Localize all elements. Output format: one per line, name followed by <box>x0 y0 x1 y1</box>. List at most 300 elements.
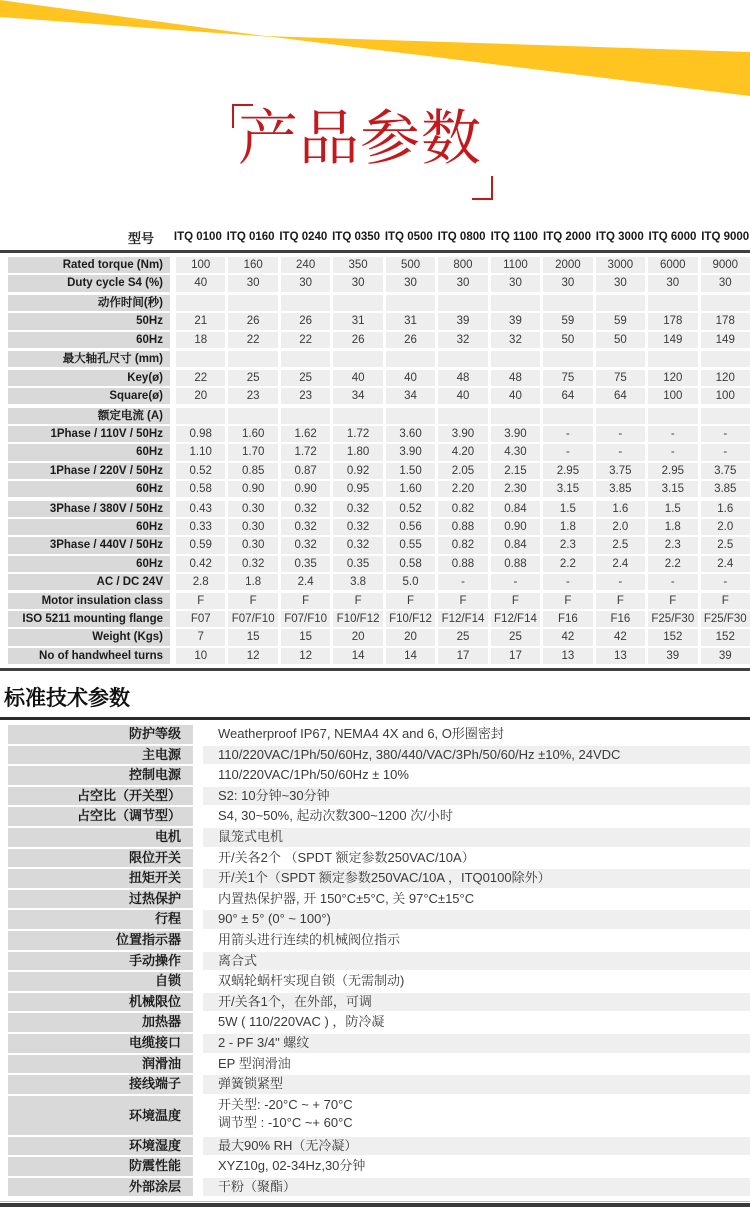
spec-row-label: 3Phase / 440V / 50Hz <box>8 537 170 553</box>
spec-cell: 0.90 <box>228 481 277 497</box>
spec-cell: 2.5 <box>701 537 750 553</box>
spec-cell <box>596 295 645 311</box>
tech-row-label: 外部涂层 <box>8 1178 193 1197</box>
spec-cell: 3.60 <box>386 426 435 442</box>
spec-cell: 31 <box>333 313 382 329</box>
spec-cell: 2.4 <box>701 556 750 572</box>
tech-row-label: 控制电源 <box>8 766 193 785</box>
spec-cell: 1100 <box>491 257 540 273</box>
spec-row-label: Motor insulation class <box>8 593 170 609</box>
spec-cell: - <box>648 574 697 590</box>
spec-cell <box>438 351 487 367</box>
spec-cell: F25/F30 <box>701 611 750 627</box>
model-name: ITQ 0800 <box>437 231 486 243</box>
spec-cell: 21 <box>176 313 225 329</box>
spec-cell: 350 <box>333 257 382 273</box>
spec-cell: 22 <box>228 332 277 348</box>
spec-cell: 1.70 <box>228 444 277 460</box>
spec-cell: - <box>701 574 750 590</box>
tech-row-value-line: 开/关各2个 （SPDT 额定参数250VAC/10A） <box>218 849 475 865</box>
tech-row-label: 主电源 <box>8 746 193 765</box>
spec-cell: 120 <box>701 370 750 386</box>
tech-row-value-line: EP 型润滑油 <box>218 1055 291 1071</box>
spec-cell: - <box>438 574 487 590</box>
spec-cell: 15 <box>281 629 330 645</box>
spec-cell: 0.30 <box>228 537 277 553</box>
table-row <box>8 1075 750 1094</box>
spec-cell <box>176 295 225 311</box>
spec-cell: 1.50 <box>386 463 435 479</box>
table-row <box>8 1055 750 1074</box>
table-row <box>8 869 750 888</box>
table-row <box>8 426 750 442</box>
spec-cell <box>176 351 225 367</box>
tech-row-value-line: XYZ10g, 02-34Hz,30分钟 <box>218 1158 366 1174</box>
spec-cell: 12 <box>281 648 330 664</box>
spec-cell: 2.0 <box>596 519 645 535</box>
spec-cell: 13 <box>596 648 645 664</box>
spec-row-label: AC / DC 24V <box>8 574 170 590</box>
spec-cell: 0.87 <box>281 463 330 479</box>
tech-row-value <box>203 828 750 847</box>
table-row <box>8 766 750 785</box>
tech-row-label: 防护等级 <box>8 725 193 744</box>
tech-row-value <box>203 787 750 806</box>
spec-cell: 1.60 <box>386 481 435 497</box>
spec-cell: F <box>596 593 645 609</box>
tech-row-value-line: 干粉（聚酯） <box>218 1178 297 1194</box>
spec-cell: 0.92 <box>333 463 382 479</box>
spec-cell: 75 <box>596 370 645 386</box>
spec-cell: 2.20 <box>438 481 487 497</box>
table-row <box>8 275 750 291</box>
model-header-row <box>8 228 750 246</box>
spec-cell: 23 <box>281 388 330 404</box>
tech-row-value-line: 弹簧锁紧型 <box>218 1076 284 1092</box>
spec-cell: 39 <box>648 648 697 664</box>
spec-cell: 0.59 <box>176 537 225 553</box>
title-block <box>230 100 495 202</box>
table-row <box>8 849 750 868</box>
spec-cell: - <box>543 426 592 442</box>
table-row <box>8 629 750 645</box>
tech-row-value <box>203 869 750 888</box>
spec-cell: 0.43 <box>176 501 225 517</box>
spec-cell: 2.15 <box>491 463 540 479</box>
tech-row-value <box>203 1157 750 1176</box>
spec-cell: 0.32 <box>281 537 330 553</box>
tech-row-value-line: S2: 10分钟~30分钟 <box>218 787 330 803</box>
spec-cell: 4.20 <box>438 444 487 460</box>
spec-row-label: 60Hz <box>8 519 170 535</box>
spec-cell: - <box>491 574 540 590</box>
spec-cell: 0.90 <box>281 481 330 497</box>
spec-cell: 3.75 <box>596 463 645 479</box>
table-row <box>8 463 750 479</box>
table-row <box>8 313 750 329</box>
tech-row-value <box>203 807 750 826</box>
spec-cell: 2.3 <box>543 537 592 553</box>
spec-cell: F07/F10 <box>228 611 277 627</box>
page-bottom-rule <box>0 1201 750 1208</box>
spec-cell: F <box>228 593 277 609</box>
spec-cell: 3.8 <box>333 574 382 590</box>
table-row <box>8 370 750 386</box>
model-name: ITQ 9000 <box>701 231 750 243</box>
tech-row-value <box>203 972 750 991</box>
spec-cell: 48 <box>491 370 540 386</box>
tech-row-value-line: 5W ( 110/220VAC ) ，防冷凝 <box>218 1014 385 1030</box>
spec-cell: 4.30 <box>491 444 540 460</box>
spec-cell: 0.88 <box>438 519 487 535</box>
spec-cell: 1.6 <box>701 501 750 517</box>
tech-row-value-line: 离合式 <box>218 952 258 968</box>
tech-row-value <box>203 952 750 971</box>
spec-cell: 0.33 <box>176 519 225 535</box>
tech-row-value-line: 最大90% RH（无冷凝） <box>218 1137 358 1153</box>
spec-cell: 20 <box>386 629 435 645</box>
spec-cell: 0.95 <box>333 481 382 497</box>
spec-cell <box>438 408 487 424</box>
table-row <box>8 972 750 991</box>
tech-row-value <box>203 1137 750 1156</box>
tech-row-value <box>203 725 750 744</box>
spec-cell: 39 <box>701 648 750 664</box>
table-row <box>8 351 750 367</box>
spec-row-label: 最大轴孔尺寸 (mm) <box>8 351 170 367</box>
spec-cell: 25 <box>281 370 330 386</box>
spec-cell: 0.32 <box>281 501 330 517</box>
spec-cell <box>701 351 750 367</box>
yellow-ribbon-decoration <box>0 0 750 100</box>
spec-cell: F07/F10 <box>281 611 330 627</box>
tech-row-value <box>203 1096 750 1135</box>
spec-cell: 2.4 <box>596 556 645 572</box>
spec-cell: 1.62 <box>281 426 330 442</box>
tech-row-label: 位置指示器 <box>8 931 193 950</box>
spec-cell <box>228 408 277 424</box>
spec-cell: 0.58 <box>386 556 435 572</box>
table-row <box>8 481 750 497</box>
tech-row-label: 电机 <box>8 828 193 847</box>
spec-cell: F <box>543 593 592 609</box>
spec-cell <box>491 351 540 367</box>
spec-cell: 3.90 <box>438 426 487 442</box>
spec-cell: 59 <box>543 313 592 329</box>
tech-section-heading: 标准技术参数 <box>4 687 130 710</box>
spec-cell <box>491 408 540 424</box>
spec-row-label: 动作时间(秒) <box>8 295 170 311</box>
spec-cell: 240 <box>281 257 330 273</box>
spec-cell: 12 <box>228 648 277 664</box>
model-name: ITQ 6000 <box>648 231 697 243</box>
spec-cell: 48 <box>438 370 487 386</box>
model-name: ITQ 1100 <box>490 231 538 243</box>
model-column-label: 型号 <box>127 230 154 246</box>
spec-cell: 2.0 <box>701 519 750 535</box>
spec-cell: 6000 <box>648 257 697 273</box>
spec-cell: - <box>543 574 592 590</box>
spec-cell <box>281 295 330 311</box>
tech-row-value <box>203 1034 750 1053</box>
spec-cell: 1.6 <box>596 501 645 517</box>
spec-cell: 26 <box>333 332 382 348</box>
spec-cell: 0.32 <box>228 556 277 572</box>
spec-cell <box>543 351 592 367</box>
spec-cell: 20 <box>333 629 382 645</box>
spec-cell: 0.58 <box>176 481 225 497</box>
table-row <box>8 648 750 664</box>
spec-cell: 152 <box>648 629 697 645</box>
table-row <box>8 828 750 847</box>
spec-row-label: 1Phase / 110V / 50Hz <box>8 426 170 442</box>
tech-row-label: 自锁 <box>8 972 193 991</box>
spec-cell <box>701 408 750 424</box>
model-name: ITQ 2000 <box>543 231 591 243</box>
spec-cell: 0.52 <box>176 463 225 479</box>
table-row <box>8 890 750 909</box>
spec-cell: 22 <box>176 370 225 386</box>
table-row <box>8 556 750 572</box>
tech-row-value <box>203 1013 750 1032</box>
table-row <box>8 574 750 590</box>
spec-cell: 25 <box>491 629 540 645</box>
tech-row-value <box>203 746 750 765</box>
spec-cell: 26 <box>228 313 277 329</box>
spec-cell: 160 <box>228 257 277 273</box>
tech-row-value-line: 内置热保护器, 开 150°C±5°C, 关 97°C±15°C <box>218 890 475 906</box>
spec-cell <box>701 295 750 311</box>
table-row <box>8 501 750 517</box>
spec-table <box>8 257 750 666</box>
tech-row-value-line: 110/220VAC/1Ph/50/60Hz ± 10% <box>218 767 409 783</box>
spec-cell: 1.5 <box>648 501 697 517</box>
spec-cell: 40 <box>438 388 487 404</box>
spec-cell: 2.5 <box>596 537 645 553</box>
table-row <box>8 257 750 273</box>
tech-row-value-line: Weatherproof IP67, NEMA4 4X and 6, O形圈密封 <box>218 726 504 741</box>
table-row <box>8 1034 750 1053</box>
spec-row-label: ISO 5211 mounting flange <box>8 611 170 627</box>
spec-cell: 500 <box>386 257 435 273</box>
spec-cell: F <box>386 593 435 609</box>
spec-row-label: 3Phase / 380V / 50Hz <box>8 501 170 517</box>
spec-cell: 2000 <box>543 257 592 273</box>
spec-cell: 14 <box>333 648 382 664</box>
tech-row-value-line: S4, 30~50%, 起动次数300~1200 次/小时 <box>218 808 453 824</box>
spec-cell: 40 <box>176 275 225 291</box>
spec-cell: 30 <box>333 275 382 291</box>
tech-row-label: 占空比（开关型） <box>8 787 193 806</box>
spec-cell: F07 <box>176 611 225 627</box>
spec-cell: 149 <box>701 332 750 348</box>
tech-row-label: 润滑油 <box>8 1055 193 1074</box>
spec-cell: 30 <box>648 275 697 291</box>
spec-cell: 0.55 <box>386 537 435 553</box>
spec-cell: 13 <box>543 648 592 664</box>
tech-row-label: 电缆接口 <box>8 1034 193 1053</box>
spec-cell: 120 <box>648 370 697 386</box>
table-row <box>8 537 750 553</box>
tech-row-value-line: 开关型: -20°C ~ + 70°C <box>218 1096 353 1112</box>
model-name: ITQ 0100 <box>173 231 222 243</box>
table-row <box>8 807 750 826</box>
spec-cell: F <box>648 593 697 609</box>
spec-cell: 50 <box>543 332 592 348</box>
spec-cell: 3.15 <box>648 481 697 497</box>
spec-cell: 0.30 <box>228 501 277 517</box>
spec-cell: 50 <box>596 332 645 348</box>
spec-cell <box>648 351 697 367</box>
spec-cell <box>333 408 382 424</box>
spec-cell: 100 <box>176 257 225 273</box>
spec-table-bottom-rule <box>0 668 750 671</box>
tech-row-value-line: 开/关各1个，在外部，可调 <box>218 993 372 1009</box>
spec-row-label: Duty cycle S4 (%) <box>8 275 170 291</box>
tech-row-value-line: 90° ± 5° (0° ~ 100°) <box>218 911 331 927</box>
spec-row-label: Square(ø) <box>8 388 170 404</box>
spec-cell: 30 <box>491 275 540 291</box>
tech-row-label: 占空比（调节型） <box>8 807 193 826</box>
tech-row-label: 防震性能 <box>8 1157 193 1176</box>
spec-cell: - <box>701 444 750 460</box>
spec-cell: 0.88 <box>491 556 540 572</box>
spec-cell <box>596 351 645 367</box>
spec-cell <box>648 408 697 424</box>
spec-row-label: 60Hz <box>8 444 170 460</box>
spec-cell <box>491 295 540 311</box>
table-row <box>8 931 750 950</box>
tech-row-label: 环境湿度 <box>8 1137 193 1156</box>
spec-cell: F <box>701 593 750 609</box>
spec-cell: 0.98 <box>176 426 225 442</box>
spec-cell: 1.72 <box>281 444 330 460</box>
spec-cell: 3.75 <box>701 463 750 479</box>
tech-row-label: 手动操作 <box>8 952 193 971</box>
spec-cell: F <box>491 593 540 609</box>
spec-cell: 2.95 <box>648 463 697 479</box>
spec-cell: 178 <box>648 313 697 329</box>
table-row <box>8 1013 750 1032</box>
spec-cell: 0.82 <box>438 501 487 517</box>
spec-cell <box>543 408 592 424</box>
spec-cell: 0.32 <box>333 537 382 553</box>
spec-cell: 3000 <box>596 257 645 273</box>
spec-cell: F25/F30 <box>648 611 697 627</box>
spec-cell: F12/F14 <box>491 611 540 627</box>
model-name: ITQ 0240 <box>279 231 328 243</box>
spec-cell: 9000 <box>701 257 750 273</box>
spec-cell: 0.56 <box>386 519 435 535</box>
spec-row-label: Rated torque (Nm) <box>8 257 170 273</box>
table-row <box>8 519 750 535</box>
table-row <box>8 1096 750 1135</box>
spec-cell: 149 <box>648 332 697 348</box>
spec-cell: F <box>438 593 487 609</box>
table-row <box>8 910 750 929</box>
spec-cell: 2.4 <box>281 574 330 590</box>
spec-cell: 7 <box>176 629 225 645</box>
spec-cell: 30 <box>228 275 277 291</box>
tech-row-label: 接线端子 <box>8 1075 193 1094</box>
page-bottom-rule-line <box>0 1203 750 1207</box>
spec-cell: 30 <box>281 275 330 291</box>
table-row <box>8 408 750 424</box>
tech-row-label: 环境温度 <box>8 1096 193 1135</box>
spec-cell: 15 <box>228 629 277 645</box>
table-row <box>8 725 750 744</box>
spec-cell: F <box>333 593 382 609</box>
spec-cell: - <box>543 444 592 460</box>
tech-row-value-line: 110/220VAC/1Ph/50/60Hz, 380/440/VAC/3Ph/50/60/Hz ±10%, 24VDC <box>218 746 621 762</box>
model-name: ITQ 0350 <box>332 231 381 243</box>
spec-cell: - <box>596 574 645 590</box>
spec-cell: 32 <box>438 332 487 348</box>
spec-cell <box>281 408 330 424</box>
spec-cell: 0.88 <box>438 556 487 572</box>
spec-row-label: Key(ø) <box>8 370 170 386</box>
spec-cell <box>333 351 382 367</box>
tech-row-value <box>203 1055 750 1074</box>
spec-cell: 31 <box>386 313 435 329</box>
spec-cell: 0.84 <box>491 501 540 517</box>
spec-cell <box>543 295 592 311</box>
page-title: 产品参数 <box>238 105 482 172</box>
spec-cell: 2.8 <box>176 574 225 590</box>
tech-row-value <box>203 931 750 950</box>
spec-cell: 1.10 <box>176 444 225 460</box>
spec-cell: 100 <box>648 388 697 404</box>
spec-table-top-rule <box>0 250 750 253</box>
spec-cell: 20 <box>176 388 225 404</box>
table-row <box>8 611 750 627</box>
spec-cell: 30 <box>386 275 435 291</box>
spec-cell: 3.85 <box>701 481 750 497</box>
spec-row-label: 60Hz <box>8 556 170 572</box>
spec-cell <box>386 295 435 311</box>
spec-cell <box>648 295 697 311</box>
table-row <box>8 388 750 404</box>
title-bracket-bottom-right-icon <box>472 176 493 200</box>
spec-cell: 2.2 <box>648 556 697 572</box>
spec-cell: 25 <box>228 370 277 386</box>
tech-row-label: 扭矩开关 <box>8 869 193 888</box>
spec-cell: 0.84 <box>491 537 540 553</box>
table-row <box>8 295 750 311</box>
tech-row-value-line: 双蜗轮蜗杆实现自锁（无需制动) <box>218 973 405 989</box>
tech-row-value <box>203 910 750 929</box>
spec-cell: 0.85 <box>228 463 277 479</box>
tech-row-label: 过热保护 <box>8 890 193 909</box>
spec-cell: 18 <box>176 332 225 348</box>
spec-row-label: 50Hz <box>8 313 170 329</box>
spec-row-label: 1Phase / 220V / 50Hz <box>8 463 170 479</box>
spec-cell: 1.72 <box>333 426 382 442</box>
table-row <box>8 746 750 765</box>
spec-row-label: 额定电流 (A) <box>8 408 170 424</box>
spec-cell <box>228 351 277 367</box>
tech-row-value <box>203 1178 750 1197</box>
spec-cell: 32 <box>491 332 540 348</box>
table-row <box>8 1157 750 1176</box>
spec-cell <box>438 295 487 311</box>
spec-cell: 40 <box>491 388 540 404</box>
tech-row-label: 限位开关 <box>8 849 193 868</box>
spec-cell: 23 <box>228 388 277 404</box>
spec-cell: 0.32 <box>333 501 382 517</box>
spec-cell: 42 <box>596 629 645 645</box>
tech-section-rule <box>0 717 750 720</box>
